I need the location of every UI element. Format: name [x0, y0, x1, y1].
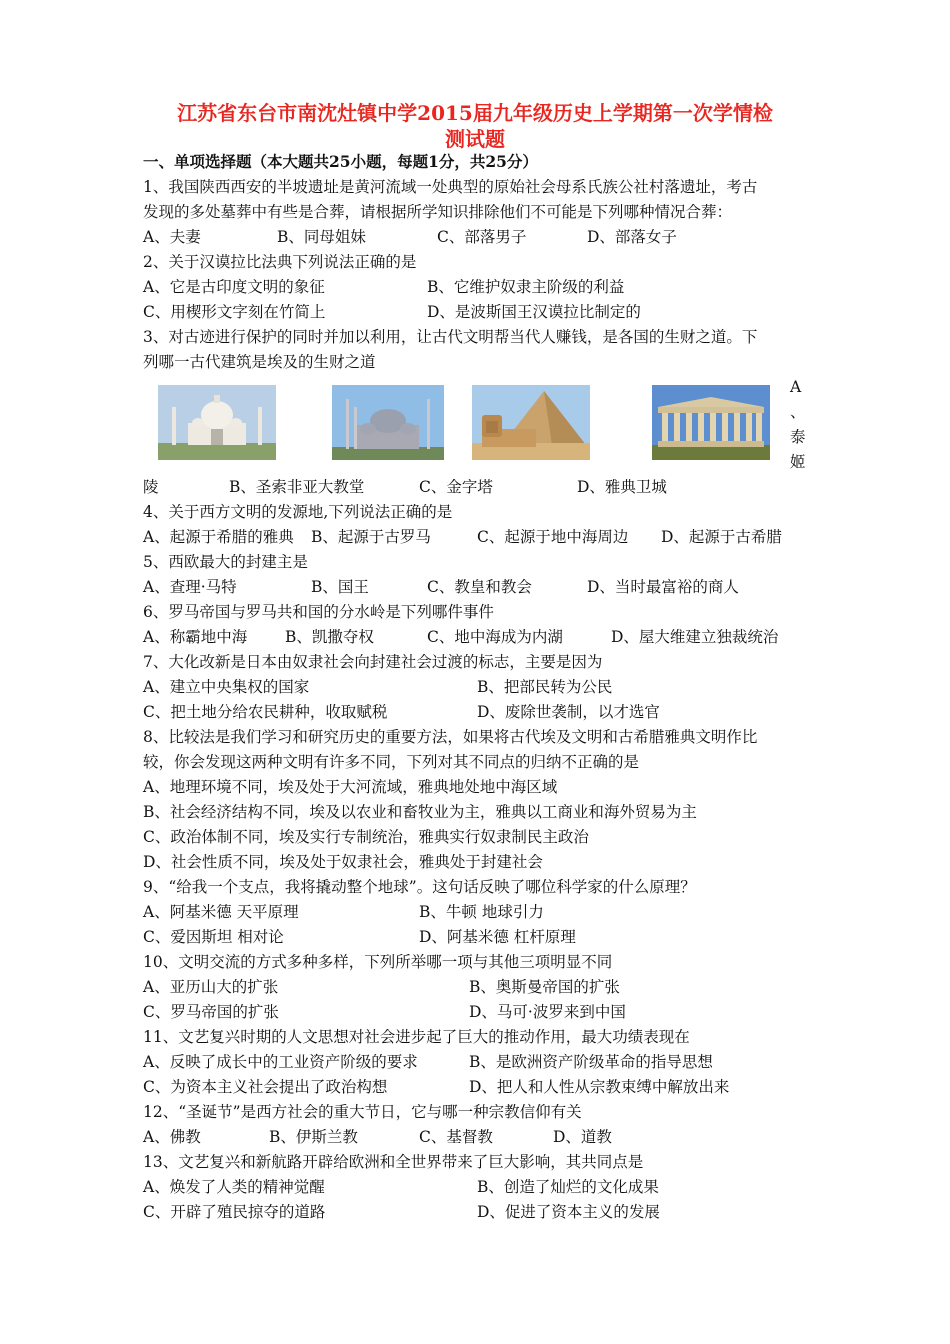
q13-option-d: D、促进了资本主义的发展	[477, 1203, 660, 1221]
hagia-sophia-image	[332, 385, 444, 460]
q6-option-d: D、屋大维建立独裁统治	[611, 628, 779, 646]
q6-option-a: A、称霸地中海	[143, 628, 248, 646]
q4-option-d: D、起源于古希腊	[661, 528, 782, 546]
section-heading: 一、单项选择题（本大题共25小题，每题1分，共25分）	[143, 152, 538, 171]
q1-options	[143, 227, 843, 247]
q8-option-a: A、地理环境不同，埃及处于大河流域，雅典地处地中海区域	[143, 778, 558, 796]
q1-stem-1: 1、我国陕西西安的半坡遗址是黄河流域一处典型的原始社会母系氏族公社村落遗址，考古	[143, 178, 758, 196]
q2-stem: 2、关于汉谟拉比法典下列说法正确的是	[143, 253, 417, 271]
q11-options-row1	[143, 1052, 843, 1072]
q9-stem: 9、“给我一个支点，我将撬动整个地球”。这句话反映了哪位科学家的什么原理？	[143, 878, 696, 896]
q7-options-row2	[143, 702, 843, 722]
q10-option-b: B、奥斯曼帝国的扩张	[469, 978, 620, 996]
q12-stem: 12、“圣诞节”是西方社会的重大节日，它与哪一种宗教信仰有关	[143, 1103, 582, 1121]
q3-options	[143, 477, 843, 497]
sphinx-pyramid-image	[472, 385, 590, 460]
q4-option-c: C、起源于地中海周边	[477, 528, 629, 546]
q12-option-c: C、基督教	[419, 1128, 493, 1146]
q3-option-b: B、圣索非亚大教堂	[229, 478, 365, 496]
q12-options	[143, 1127, 843, 1147]
q9-option-a: A、阿基米德 天平原理	[143, 903, 299, 921]
q6-options	[143, 627, 843, 647]
q9-options-row2	[143, 927, 843, 947]
q11-options-row2	[143, 1077, 843, 1097]
q11-option-d: D、把人和人性从宗教束缚中解放出来	[469, 1078, 730, 1096]
q3-option-d: D、雅典卫城	[577, 478, 667, 496]
q13-options-row1	[143, 1177, 843, 1197]
q9-option-c: C、爱因斯坦 相对论	[143, 928, 284, 946]
q3-option-a-end: 陵	[143, 478, 159, 496]
q4-options	[143, 527, 843, 547]
q7-option-d: D、废除世袭制，以才选官	[477, 703, 660, 721]
q3-side-char-4: 姬	[790, 453, 806, 471]
q1-stem-2: 发现的多处墓葬中有些是合葬，请根据所学知识排除他们不可能是下列哪种情况合葬：	[143, 203, 733, 221]
q4-stem: 4、关于西方文明的发源地,下列说法正确的是	[143, 503, 453, 521]
document-title-line1: 江苏省东台市南沈灶镇中学2015届九年级历史上学期第一次学情检	[177, 101, 773, 125]
q7-option-c: C、把土地分给农民耕种，收取赋税	[143, 703, 388, 721]
q8-stem-1: 8、比较法是我们学习和研究历史的重要方法，如果将古代埃及文明和古希腊雅典文明作比	[143, 728, 758, 746]
q6-stem: 6、罗马帝国与罗马共和国的分水岭是下列哪件事件	[143, 603, 494, 621]
q2-options-row1	[143, 277, 843, 297]
q11-option-c: C、为资本主义社会提出了政治构想	[143, 1078, 388, 1096]
q5-option-c: C、教皇和教会	[427, 578, 532, 596]
q4-option-b: B、起源于古罗马	[311, 528, 431, 546]
q4-option-a: A、起源于希腊的雅典	[143, 528, 294, 546]
q6-option-c: C、地中海成为内湖	[427, 628, 563, 646]
q13-option-b: B、创造了灿烂的文化成果	[477, 1178, 659, 1196]
q3-side-char-2: 、	[790, 403, 806, 421]
document-title-line2: 测试题	[445, 127, 505, 151]
q13-stem: 13、文艺复兴和新航路开辟给欧洲和全世界带来了巨大影响，其共同点是	[143, 1153, 644, 1171]
q12-option-a: A、佛教	[143, 1128, 201, 1146]
q3-side-char-3: 泰	[790, 428, 806, 446]
q3-stem-2: 列哪一古代建筑是埃及的生财之道	[143, 353, 376, 371]
q5-stem: 5、西欧最大的封建主是	[143, 553, 308, 571]
q11-stem: 11、文艺复兴时期的人文思想对社会进步起了巨大的推动作用，最大功绩表现在	[143, 1028, 690, 1046]
q13-option-a: A、焕发了人类的精神觉醒	[143, 1178, 325, 1196]
q1-option-b: B、同母姐妹	[277, 228, 366, 246]
q10-stem: 10、文明交流的方式多种多样，下列所举哪一项与其他三项明显不同	[143, 953, 613, 971]
q3-stem-1: 3、对古迹进行保护的同时并加以利用，让古代文明帮当代人赚钱，是各国的生财之道。下	[143, 328, 758, 346]
q5-options	[143, 577, 843, 597]
q8-option-b: B、社会经济结构不同，埃及以农业和畜牧业为主，雅典以工商业和海外贸易为主	[143, 803, 697, 821]
q10-option-a: A、亚历山大的扩张	[143, 978, 279, 996]
q5-option-d: D、当时最富裕的商人	[587, 578, 739, 596]
q8-option-d: D、社会性质不同，埃及处于奴隶社会，雅典处于封建社会	[143, 853, 543, 871]
q7-options-row1	[143, 677, 843, 697]
q10-options-row2	[143, 1002, 843, 1022]
q8-stem-2: 较，你会发现这两种文明有许多不同，下列对其不同点的归纳不正确的是	[143, 753, 640, 771]
q9-option-b: B、牛顿 地球引力	[419, 903, 544, 921]
q7-option-b: B、把部民转为公民	[477, 678, 613, 696]
q13-options-row2	[143, 1202, 843, 1222]
q6-option-b: B、凯撒夺权	[285, 628, 374, 646]
q11-option-b: B、是欧洲资产阶级革命的指导思想	[469, 1053, 713, 1071]
q1-option-c: C、部落男子	[437, 228, 527, 246]
q5-option-b: B、国王	[311, 578, 369, 596]
q2-options-row2	[143, 302, 843, 322]
q10-option-d: D、马可·波罗来到中国	[469, 1003, 626, 1021]
q2-option-b: B、它维护奴隶主阶级的利益	[427, 278, 625, 296]
q9-options-row1	[143, 902, 843, 922]
athens-temple-image	[652, 385, 770, 460]
q1-option-a: A、夫妻	[143, 228, 201, 246]
q7-stem: 7、大化改新是日本由奴隶社会向封建社会过渡的标志，主要是因为	[143, 653, 603, 671]
q2-option-c: C、用楔形文字刻在竹简上	[143, 303, 326, 321]
q3-side-char-1: A	[790, 378, 802, 396]
q9-option-d: D、阿基米德 杠杆原理	[419, 928, 576, 946]
q11-option-a: A、反映了成长中的工业资产阶级的要求	[143, 1053, 418, 1071]
taj-mahal-image	[158, 385, 276, 460]
q1-option-d: D、部落女子	[587, 228, 677, 246]
q7-option-a: A、建立中央集权的国家	[143, 678, 310, 696]
q2-option-d: D、是波斯国王汉谟拉比制定的	[427, 303, 641, 321]
q8-option-c: C、政治体制不同，埃及实行专制统治，雅典实行奴隶制民主政治	[143, 828, 589, 846]
q13-option-c: C、开辟了殖民掠夺的道路	[143, 1203, 326, 1221]
q2-option-a: A、它是古印度文明的象征	[143, 278, 325, 296]
q5-option-a: A、查理·马特	[143, 578, 237, 596]
q12-option-b: B、伊斯兰教	[269, 1128, 358, 1146]
q10-options-row1	[143, 977, 843, 997]
q12-option-d: D、道教	[553, 1128, 612, 1146]
q3-option-c: C、金字塔	[419, 478, 493, 496]
q10-option-c: C、罗马帝国的扩张	[143, 1003, 279, 1021]
